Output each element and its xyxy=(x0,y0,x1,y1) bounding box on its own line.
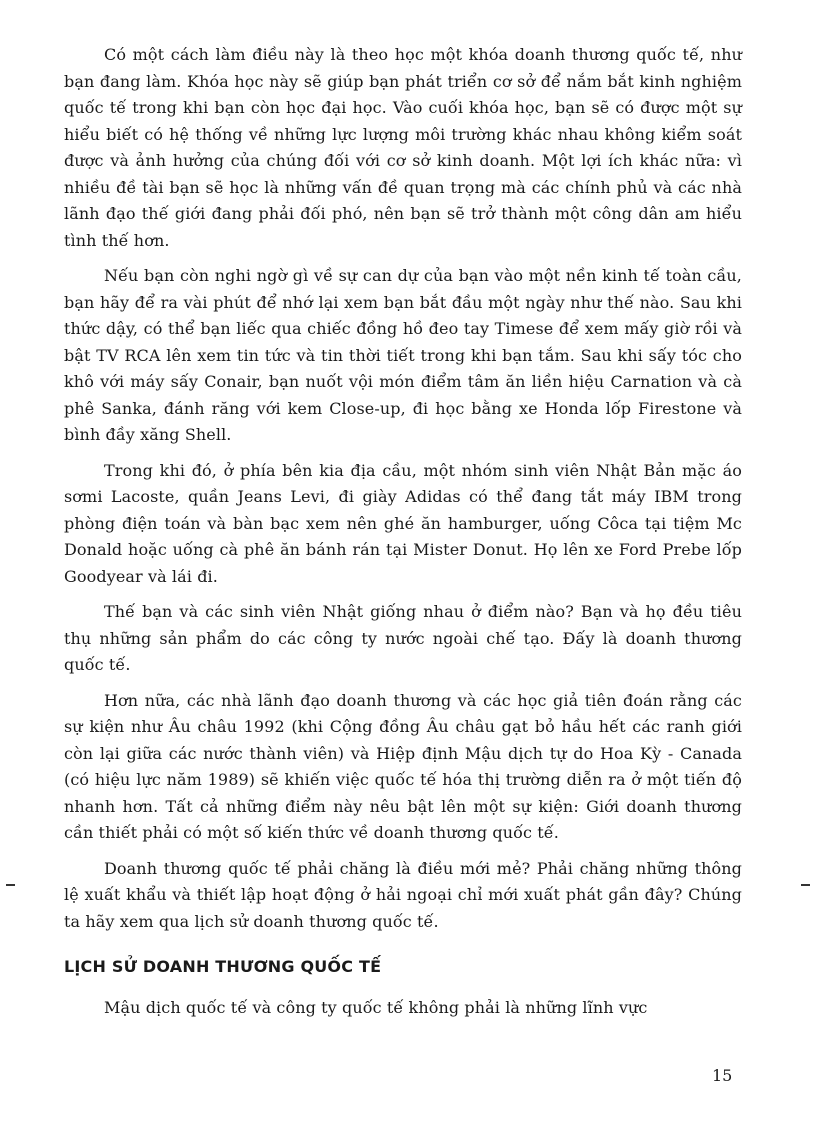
paragraph-5: Hơn nữa, các nhà lãnh đạo doanh thương và các học giả tiên đoán rằng các sự kiện như Âu châu 1992 (khi Cộng đồng Âu châu gạt bỏ hầu hết các ranh giới còn lại giữa các nước thành viên) và Hiệp định Mậu dịch tự do Hoa Kỳ - Canada (có hiệu lực năm 1989) sẽ khiến việc quốc tế hóa thị trường diễn ra ở một tiến độ nhanh hơn. Tất cả những điểm này nêu bật lên một sự kiện: Giới doanh thương cần thiết phải có một số kiến thức về doanh thương quốc tế. xyxy=(64,690,742,842)
paragraph-2: Nếu bạn còn nghi ngờ gì về sự can dự của bạn vào một nền kinh tế toàn cầu, bạn hãy để ra vài phút để nhớ lại xem bạn bắt đầu một ngày như thế nào. Sau khi thức dậy, có thể bạn liếc qua chiếc đồng hồ đeo tay Timese để xem mấy giờ rồi và bật TV RCA lên xem tin tức và tin thời tiết trong khi bạn tắm. Sau khi sấy tóc cho khô với máy sấy Conair, bạn nuốt vội món điểm tâm ăn liền hiệu Carnation và cà phê Sanka, đánh răng với kem Close-up, đi học bằng xe Honda lốp Firestone và bình đầy xăng Shell. xyxy=(64,266,742,444)
paragraph-4: Thế bạn và các sinh viên Nhật giống nhau ở điểm nào? Bạn và họ đều tiêu thụ những sản phẩm do các công ty nước ngoài chế tạo. Đấy là doanh thương quốc tế. xyxy=(64,602,742,674)
paragraph-7: Mậu dịch quốc tế và công ty quốc tế không phải là những lĩnh vực xyxy=(104,998,648,1017)
left-margin-mark xyxy=(6,884,15,886)
paragraph-3: Trong khi đó, ở phía bên kia địa cầu, một nhóm sinh viên Nhật Bản mặc áo sơmi Lacoste, quần Jeans Levi, đi giày Adidas có thể đang tắt máy IBM trong phòng điện toán và bàn bạc xem nên ghé ăn hamburger, uống Côca tại tiệm Mc Donald hoặc uống cà phê ăn bánh rán tại Mister Donut. Họ lên xe Ford Prebe lốp Goodyear và lái đi. xyxy=(64,460,742,586)
body-text xyxy=(64,42,742,1031)
right-margin-mark xyxy=(801,884,810,886)
section-heading: LỊCH SỬ DOANH THƯƠNG QUỐC TẾ xyxy=(64,957,382,976)
paragraph-6: Doanh thương quốc tế phải chăng là điều mới mẻ? Phải chăng những thông lệ xuất khẩu và thiết lập hoạt động ở hải ngoại chỉ mới xuất phát gần đây? Chúng ta hãy xem qua lịch sử doanh thương quốc tế. xyxy=(64,858,742,931)
page-number: 15 xyxy=(712,1066,733,1085)
paragraph-1: Có một cách làm điều này là theo học một khóa doanh thương quốc tế, như bạn đang làm. Khóa học này sẽ giúp bạn phát triển cơ sở để nắm bắt kinh nghiệm quốc tế trong khi bạn còn học đại học. Vào cuối khóa học, bạn sẽ có được một sự hiểu biết có hệ thống về những lực lượng môi trường khác nhau không kiểm soát được và ảnh hưởng của chúng đối với cơ sở kinh doanh. Một lợi ích khác nữa: vì nhiều đề tài bạn sẽ học là những vấn đề quan trọng mà các chính phủ và các nhà lãnh đạo thế giới đang phải đối phó, nên bạn sẽ trở thành một công dân am hiểu tình thế hơn. xyxy=(64,45,742,250)
